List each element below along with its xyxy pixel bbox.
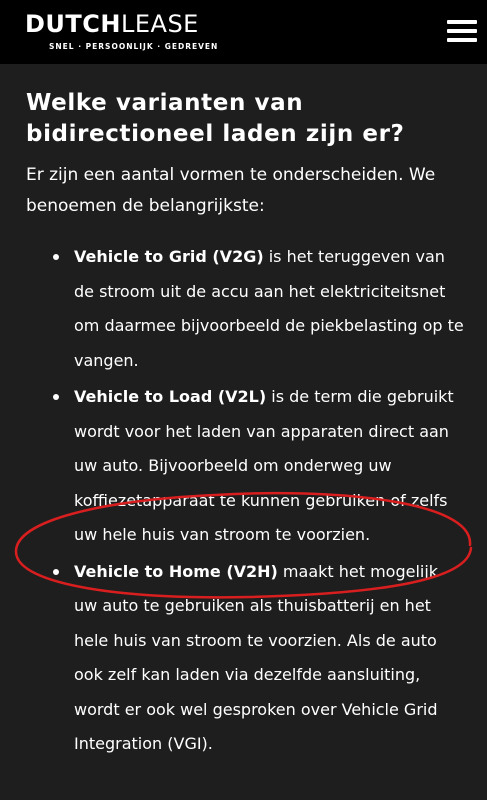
list-item-v2l xyxy=(74,380,466,553)
logo-wordmark xyxy=(25,10,225,38)
logo-bold-text: DUTCH xyxy=(25,10,121,38)
article-intro: Er zijn een aantal vormen te onderscheiden. We benoemen de belangrijkste: xyxy=(26,165,436,216)
hamburger-menu-icon[interactable] xyxy=(447,20,477,44)
hamburger-bar xyxy=(447,29,477,33)
site-header xyxy=(0,0,487,64)
list-item-term: Vehicle to Grid (V2G) xyxy=(74,247,264,266)
list-item-v2g xyxy=(74,240,466,378)
list-item-term: Vehicle to Home (V2H) xyxy=(74,561,278,581)
list-item-v2h xyxy=(74,555,466,762)
logo-tagline: SNEL · PERSOONLIJK · GEDREVEN xyxy=(49,42,219,51)
variants-list xyxy=(26,240,466,762)
article-content xyxy=(26,88,466,764)
logo-light-text: LEASE xyxy=(120,10,199,38)
hamburger-bar xyxy=(447,20,477,24)
list-item-text: is de term die gebruikt wordt voor het laden van apparaten direct aan uw auto. Bijvoorbeeld om onderweg uw koffiezetapparaat te kunnen gebruiken of zelfs uw hele huis van stroom te voorzien. xyxy=(74,387,454,544)
article-heading: Welke varianten van bidirectioneel laden zijn er? xyxy=(26,90,405,147)
dutchlease-logo[interactable] xyxy=(25,10,225,51)
hamburger-bar xyxy=(447,38,477,42)
list-item-text: is het teruggeven van de stroom uit de accu aan het elektriciteitsnet om daarmee bijvoorbeeld de piekbelasting op te vangen. xyxy=(74,247,464,370)
list-item-text: maakt het mogelijk uw auto te gebruiken als thuisbatterij en het hele huis van stroom te voorzien. Als de auto ook zelf kan laden via dezelfde aansluiting, wordt er ook wel gesproken over Vehicle Grid Integration (VGI). xyxy=(74,561,439,753)
list-item-term: Vehicle to Load (V2L) xyxy=(74,387,267,406)
